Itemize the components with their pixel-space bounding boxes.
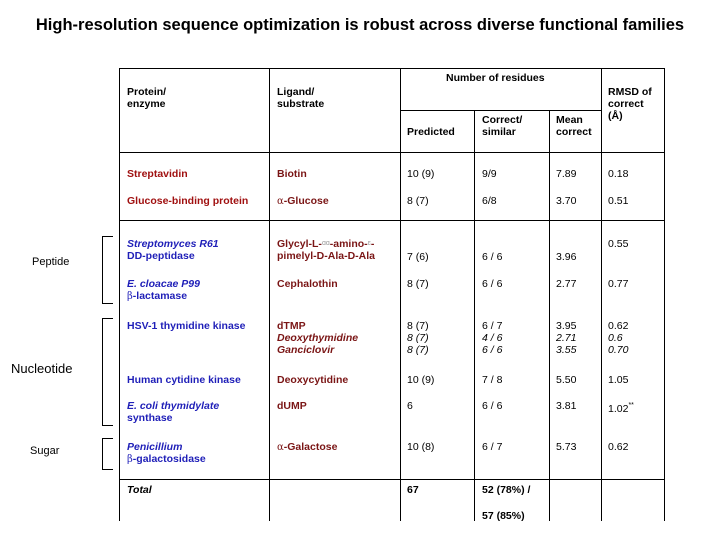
ecoli-ligand: dUMP bbox=[277, 400, 307, 412]
total-top-line bbox=[119, 479, 665, 480]
total-predicted: 67 bbox=[407, 484, 419, 496]
header-number-of-residues: Number of residues bbox=[446, 72, 545, 84]
side-label-sugar: Sugar bbox=[30, 445, 60, 457]
ecloacae-protein: E. cloacae P99 β-lactamase bbox=[127, 278, 200, 302]
streptomyces-ligand: Glycyl-L-ɑɑ-amino-ɛ- pimelyl-D-Ala-D-Ala bbox=[277, 238, 376, 262]
column-divider-ligand bbox=[269, 68, 270, 521]
header-mean: Mean correct bbox=[556, 114, 592, 138]
human-protein: Human cytidine kinase bbox=[127, 374, 241, 386]
glucose-correct: 6/8 bbox=[482, 195, 497, 207]
streptavidin-protein: Streptavidin bbox=[127, 168, 188, 180]
header-subdivider bbox=[400, 110, 602, 111]
header-bottom-line bbox=[119, 152, 665, 153]
streptavidin-correct: 9/9 bbox=[482, 168, 497, 180]
streptomyces-protein: Streptomyces R61 DD-peptidase bbox=[127, 238, 219, 262]
ecloacae-mean: 2.77 bbox=[556, 278, 577, 290]
hsv-ligands: dTMP Deoxythymidine Ganciclovir bbox=[277, 320, 359, 356]
ecloacae-predicted: 8 (7) bbox=[407, 278, 429, 290]
hsv-mean: 3.95 2.71 3.55 bbox=[556, 320, 577, 356]
header-predicted: Predicted bbox=[407, 126, 455, 138]
header-rmsd: RMSD of correct (Å) bbox=[608, 86, 652, 122]
glucose-ligand: α-Glucose bbox=[277, 195, 329, 207]
column-divider-mean bbox=[549, 110, 550, 521]
penicillium-predicted: 10 (8) bbox=[407, 441, 435, 453]
human-predicted: 10 (9) bbox=[407, 374, 435, 386]
table-border-right bbox=[664, 68, 665, 521]
column-divider-correct bbox=[474, 110, 475, 521]
human-ligand: Deoxycytidine bbox=[277, 374, 349, 386]
hsv-protein: HSV-1 thymidine kinase bbox=[127, 320, 246, 332]
glucose-rmsd: 0.51 bbox=[608, 195, 629, 207]
total-correct: 52 (78%) / 57 (85%) bbox=[482, 484, 531, 522]
penicillium-protein: Penicillium β-galactosidase bbox=[127, 441, 206, 465]
side-label-peptide: Peptide bbox=[32, 256, 70, 268]
column-divider-predicted bbox=[400, 68, 401, 521]
hsv-rmsd: 0.62 0.6 0.70 bbox=[608, 320, 629, 356]
glucose-mean: 3.70 bbox=[556, 195, 577, 207]
ecoli-mean: 3.81 bbox=[556, 400, 577, 412]
glucose-predicted: 8 (7) bbox=[407, 195, 429, 207]
table-border-top bbox=[119, 68, 665, 69]
ecoli-protein: E. coli thymidylate synthase bbox=[127, 400, 220, 424]
header-ligand: Ligand/ substrate bbox=[277, 86, 325, 110]
hsv-predicted: 8 (7) 8 (7) 8 (7) bbox=[407, 320, 429, 356]
ecoli-predicted: 6 bbox=[407, 400, 413, 412]
ecloacae-ligand: Cephalothin bbox=[277, 278, 338, 290]
streptomyces-predicted: 7 (6) bbox=[407, 251, 429, 263]
streptomyces-correct: 6 / 6 bbox=[482, 251, 503, 263]
penicillium-rmsd: 0.62 bbox=[608, 441, 629, 453]
ecoli-rmsd: 1.02** bbox=[608, 402, 634, 415]
ecloacae-correct: 6 / 6 bbox=[482, 278, 503, 290]
penicillium-mean: 5.73 bbox=[556, 441, 577, 453]
penicillium-ligand: α-Galactose bbox=[277, 441, 338, 453]
glucose-protein: Glucose-binding protein bbox=[127, 195, 249, 207]
streptomyces-mean: 3.96 bbox=[556, 251, 577, 263]
streptavidin-predicted: 10 (9) bbox=[407, 168, 435, 180]
nucleotide-bracket bbox=[102, 318, 113, 426]
table-border-left bbox=[119, 68, 120, 521]
header-protein: Protein/ enzyme bbox=[127, 86, 167, 110]
total-label: Total bbox=[127, 484, 152, 496]
penicillium-correct: 6 / 7 bbox=[482, 441, 503, 453]
streptavidin-ligand: Biotin bbox=[277, 168, 307, 180]
ecoli-correct: 6 / 6 bbox=[482, 400, 503, 412]
human-mean: 5.50 bbox=[556, 374, 577, 386]
slide-title: High-resolution sequence optimization is robust across diverse functional families bbox=[35, 16, 685, 34]
streptomyces-rmsd: 0.55 bbox=[608, 238, 629, 250]
sugar-bracket bbox=[102, 438, 113, 470]
side-label-nucleotide: Nucleotide bbox=[11, 361, 73, 376]
ecloacae-rmsd: 0.77 bbox=[608, 278, 629, 290]
peptide-bracket bbox=[102, 236, 113, 304]
human-correct: 7 / 8 bbox=[482, 374, 503, 386]
block1-bottom-line bbox=[119, 220, 665, 221]
human-rmsd: 1.05 bbox=[608, 374, 629, 386]
hsv-correct: 6 / 7 4 / 6 6 / 6 bbox=[482, 320, 503, 356]
column-divider-rmsd bbox=[601, 68, 602, 521]
header-correct: Correct/ similar bbox=[482, 114, 523, 138]
streptavidin-rmsd: 0.18 bbox=[608, 168, 629, 180]
streptavidin-mean: 7.89 bbox=[556, 168, 577, 180]
